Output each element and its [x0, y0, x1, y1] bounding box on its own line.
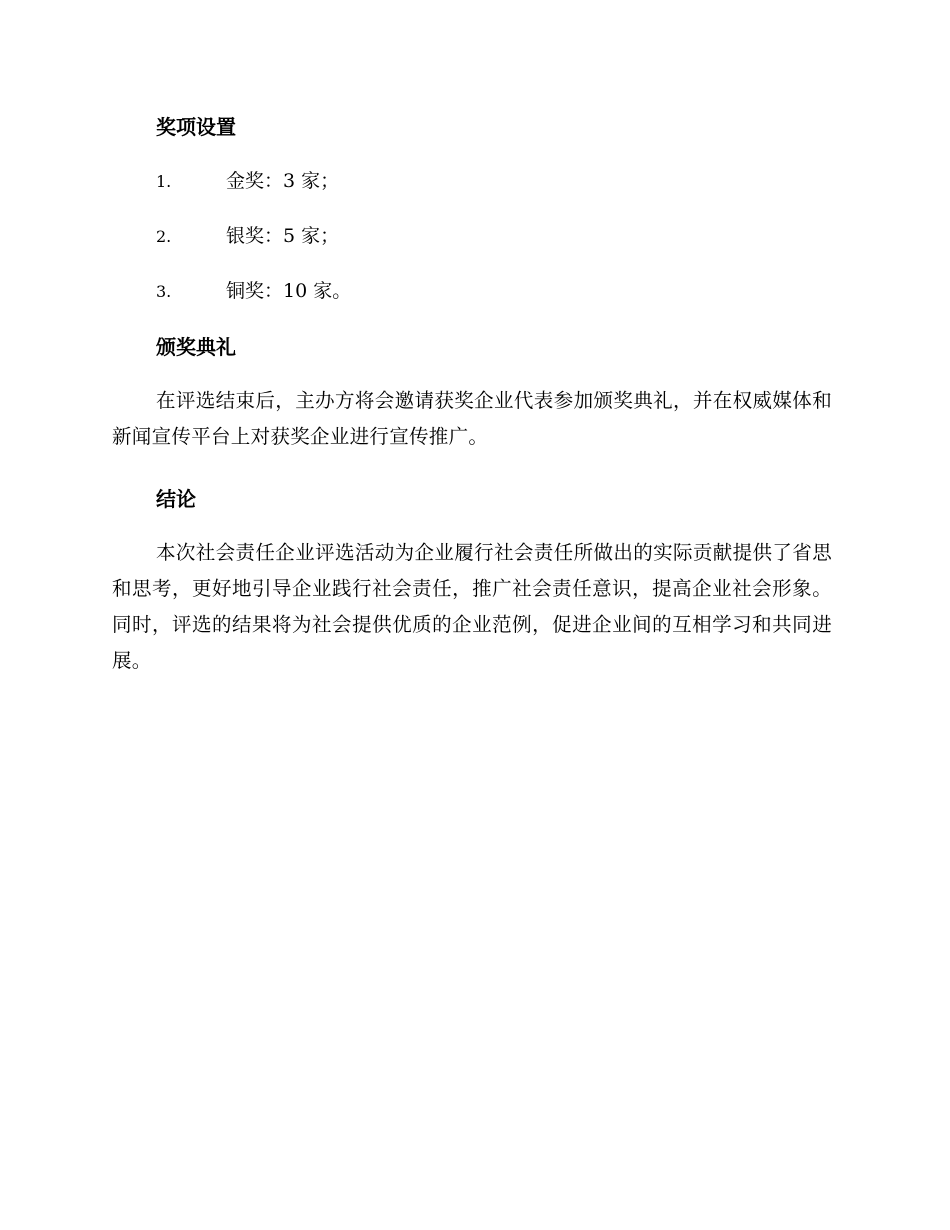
- list-item-number: 3.: [156, 282, 172, 301]
- list-item-number: 2.: [156, 227, 172, 246]
- list-item-text: 银奖：5 家；: [226, 225, 340, 247]
- awards-heading: 奖项设置: [156, 115, 236, 139]
- ceremony-heading: 颁奖典礼: [156, 335, 236, 359]
- list-item-text: 铜奖：10 家。: [226, 280, 352, 302]
- list-item-number: 1.: [156, 172, 172, 191]
- list-item-text: 金奖：3 家；: [226, 170, 340, 192]
- conclusion-heading: 结论: [156, 487, 196, 511]
- conclusion-paragraph: 本次社会责任企业评选活动为企业履行社会责任所做出的实际贡献提供了省思和思考，更好地引导企业践行社会责任，推广社会责任意识，提高企业社会形象。同时，评选的结果将为社会提供优质的企业范例，促进企业间的互相学习和共同进展。: [112, 541, 832, 672]
- ceremony-paragraph: 在评选结束后，主办方将会邀请获奖企业代表参加颁奖典礼，并在权威媒体和新闻宣传平台上对获奖企业进行宣传推广。: [112, 389, 832, 448]
